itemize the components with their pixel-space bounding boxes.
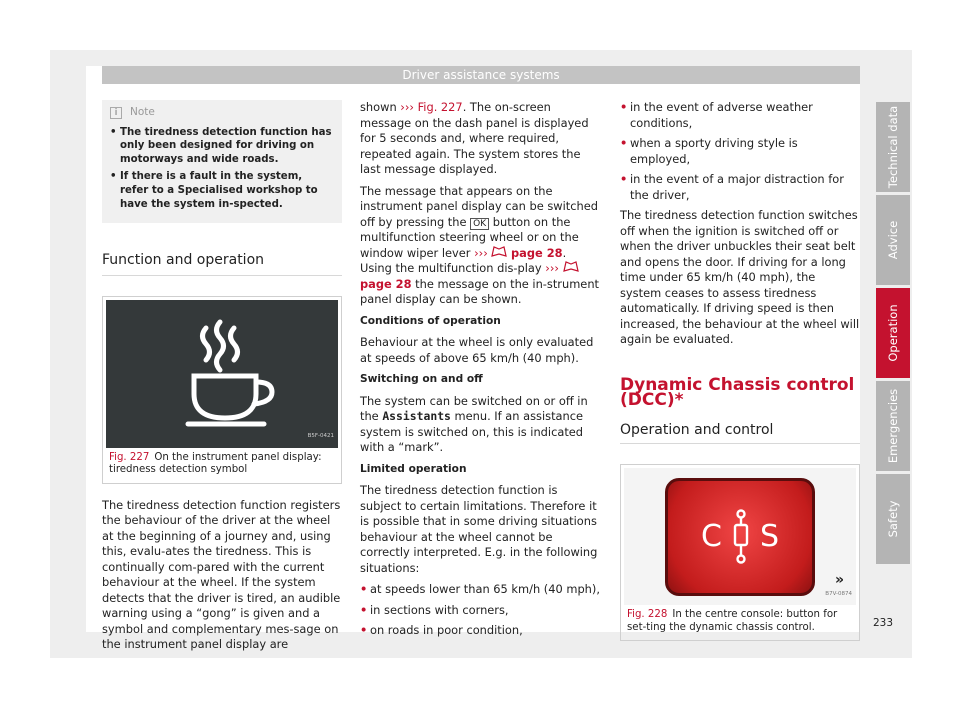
- text-run: menu. If an assistance system is switched on, this is indicated with a “mark”.: [360, 409, 584, 454]
- tab-technical-data[interactable]: [876, 102, 910, 192]
- instrument-display-image: [106, 300, 338, 448]
- column-right: [620, 100, 860, 641]
- list-item: • in sections with corners,: [360, 603, 600, 619]
- figure-caption: [621, 605, 859, 640]
- text-run: shown: [360, 100, 401, 114]
- figure-caption-text: In the centre console: button for set-ting the dynamic chassis control.: [627, 609, 838, 633]
- figure-caption-text: On the instrument panel display: tiredness detection symbol: [109, 451, 322, 476]
- side-tabs: [876, 102, 910, 567]
- figure-caption: [103, 448, 341, 483]
- paragraph-tiredness: The tiredness detection function registers the behaviour of the driver at the wheel at the beginning of a journey and, using this, evalu-ates the tiredness. This is continually com-pared with the current behaviour at the wheel. If the system detects that the driver is tired, an audible warning using a “gong” is given and a symbol and complementary mes-sage on the instrument panel display are: [102, 497, 341, 652]
- figure-label: Fig. 227: [109, 451, 150, 463]
- page-link[interactable]: page 28: [511, 245, 563, 260]
- tab-advice[interactable]: [876, 195, 910, 285]
- continue-marker: »: [835, 572, 845, 588]
- text-run: . The on-screen message on the dash panel is displayed for 5 seconds and, where required, repeated again. The system stores the last message displayed.: [360, 100, 589, 176]
- page-link[interactable]: page 28: [360, 276, 412, 291]
- tab-label: Operation: [886, 304, 900, 362]
- column-middle: [360, 100, 600, 644]
- figure-label: Fig. 228: [627, 609, 668, 620]
- tab-label: Safety: [886, 500, 900, 538]
- shock-absorber-icon: [730, 509, 752, 565]
- subheading-switching: Switching on and off: [360, 373, 483, 385]
- centre-console-image: [624, 468, 856, 605]
- text-run: the message on the in-strument panel display can be shown.: [360, 276, 600, 306]
- list-item: • on roads in poor condition,: [360, 623, 600, 639]
- note-heading: Note: [130, 106, 155, 118]
- note-box: [102, 100, 342, 223]
- cross-ref-arrows: ›››: [474, 245, 488, 260]
- text-run: . Using the multifunction dis-play: [360, 245, 567, 275]
- figure-228: [620, 464, 860, 641]
- ok-button-glyph: OK: [470, 218, 489, 230]
- menu-name: Assistants: [382, 409, 451, 423]
- paragraph-message: [360, 184, 600, 308]
- note-header: [110, 106, 334, 120]
- note-list: [110, 126, 334, 212]
- figure-code: B5F-0421: [307, 433, 334, 440]
- figure-link[interactable]: Fig. 227: [417, 100, 463, 114]
- paragraph-limited: The tiredness detection function is subject to certain limitations. Therefore it is possible that in some driving situations behaviour at the wheel cannot be correctly interpreted. E.g. in the following situations:: [360, 483, 598, 575]
- section-title-function: Function and operation: [102, 253, 342, 276]
- subheading-conditions: Conditions of operation: [360, 314, 501, 327]
- figure-code: B7V-0874: [825, 590, 852, 597]
- column-left: [102, 100, 342, 659]
- paragraph-conditions: Behaviour at the wheel is only evaluated at speeds of above 65 km/h (40 mph).: [360, 335, 594, 365]
- note-item: • If there is a fault in the system, refer to a Specialised workshop to have the system in-spected.: [110, 170, 334, 211]
- page-number: 233: [873, 617, 894, 629]
- book-warning-icon: [491, 246, 507, 257]
- book-warning-icon: [563, 261, 579, 272]
- coffee-cup-icon: [106, 300, 342, 448]
- list-item: • in the event of adverse weather conditions,: [620, 100, 860, 131]
- cross-ref-arrows: ›››: [400, 100, 414, 114]
- paragraph-shown: [360, 100, 600, 178]
- dcc-button-illustration: [665, 478, 815, 596]
- paragraph-switch-off: The tiredness detection function switches off when the ignition is switched off or when the driver unbuckles their seat belt and opens the door. If driving for a long time under 65 km/h (40 mph), the system ceases to assess tiredness automatically. If driving speed is then increased, the behaviour at the wheel will again be evaluated.: [620, 208, 860, 346]
- list-item: • in the event of a major distraction for the driver,: [620, 172, 860, 203]
- tab-operation[interactable]: [876, 288, 910, 378]
- tab-label: Technical data: [886, 105, 900, 189]
- subsection-title-operation: Operation and control: [620, 423, 860, 445]
- info-icon: i: [110, 107, 122, 119]
- note-item: • The tiredness detection function has only been designed for driving on motorways and wide roads.: [110, 126, 334, 167]
- subheading-limited: Limited operation: [360, 462, 467, 475]
- text-run: The system can be switched on or off in the: [360, 393, 588, 423]
- paragraph-switching: [360, 394, 600, 456]
- text-run: button on the multifunction steering wheel or on the window wiper lever: [360, 214, 579, 260]
- tab-label: Advice: [886, 220, 900, 260]
- tab-label: Emergencies: [886, 388, 900, 464]
- figure-227: [102, 296, 342, 484]
- list-item: • at speeds lower than 65 km/h (40 mph),: [360, 582, 600, 598]
- list-item: • when a sporty driving style is employed,: [620, 136, 860, 167]
- tab-emergencies[interactable]: [876, 381, 910, 471]
- dcc-label-s: S: [759, 518, 779, 554]
- dcc-label-c: C: [701, 518, 722, 554]
- chapter-header: Driver assistance systems: [102, 66, 860, 84]
- tab-safety[interactable]: [876, 474, 910, 564]
- text-run: The message that appears on the instrument panel display can be switched off by pressing the: [360, 183, 598, 229]
- section-title-dcc: Dynamic Chassis control (DCC)*: [620, 374, 855, 410]
- cross-ref-arrows: ›››: [545, 261, 559, 275]
